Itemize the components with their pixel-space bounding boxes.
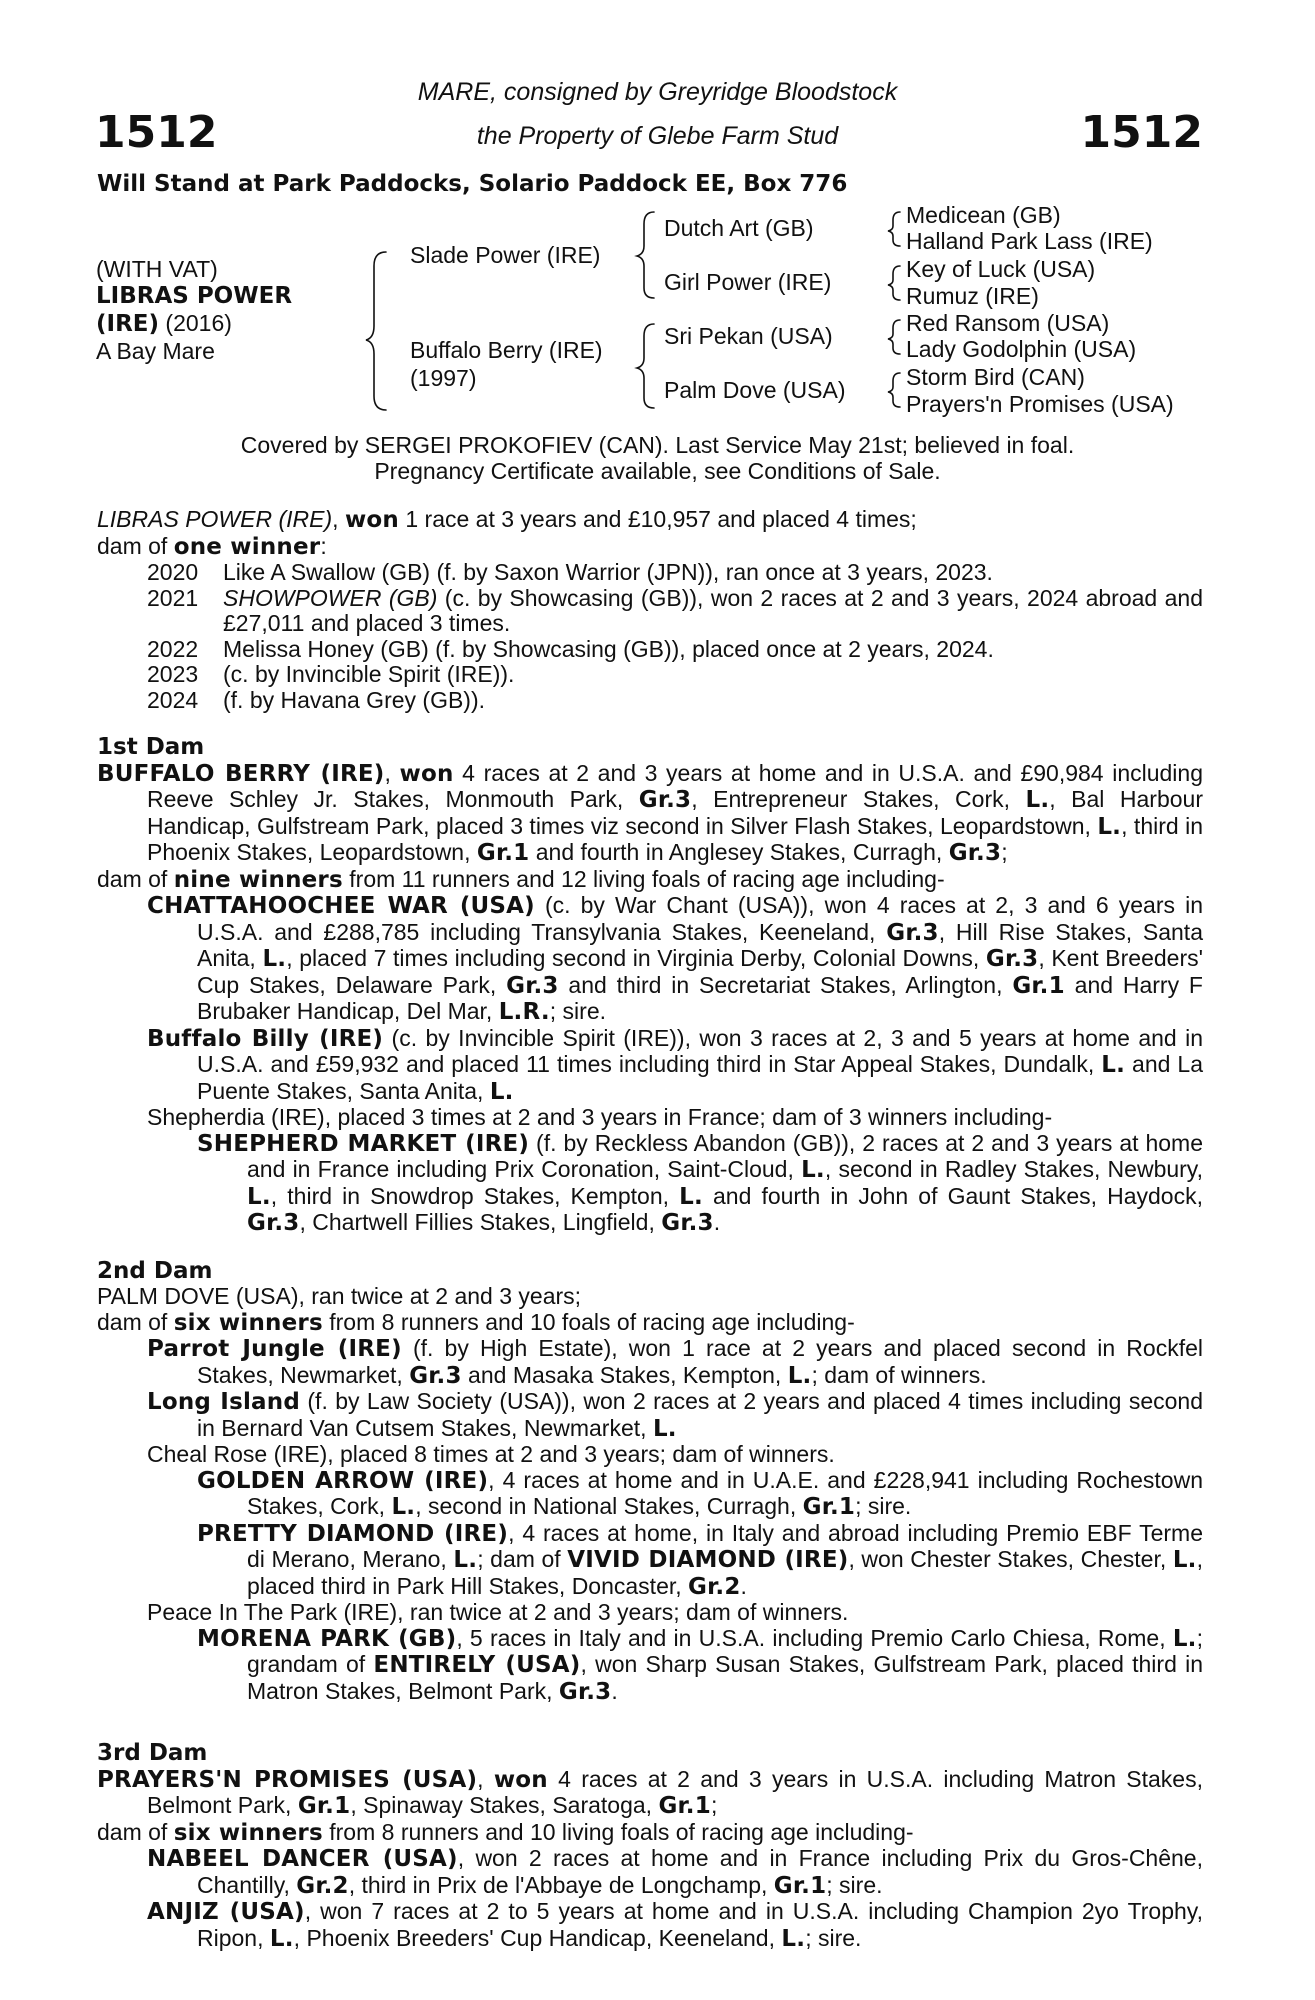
horse-year: (2016) (159, 310, 232, 336)
progeny-row: 2020 Like A Swallow (GB) (f. by Saxon Warrior (JPN)), ran once at 3 years, 2023. (147, 559, 993, 585)
produce-record (97, 507, 1203, 1952)
first-dam-dam-of: dam of nine winners from 11 runners and 12 living foals of racing age including- (97, 865, 945, 893)
pedigree-dam-dam: Palm Dove (USA) (664, 377, 846, 403)
pregnancy-line: Pregnancy Certificate available, see Conditions of Sale. (374, 458, 941, 484)
stand-line: Will Stand at Park Paddocks, Solario Paddock EE, Box 776 (97, 171, 848, 197)
pedigree-g4: Rumuz (IRE) (906, 283, 1039, 309)
pedigree-sire: Slade Power (IRE) (410, 242, 601, 268)
pedigree-g5: Red Ransom (USA) (906, 310, 1110, 336)
horse-country: (IRE) (96, 311, 160, 337)
horse-name: LIBRAS POWER (96, 283, 293, 309)
pedigree-g1: Medicean (GB) (906, 202, 1061, 228)
covered-line: Covered by SERGEI PROKOFIEV (CAN). Last Service May 21st; believed in foal. (240, 432, 1075, 458)
pedigree-g6: Lady Godolphin (USA) (906, 336, 1137, 362)
intro-horse-name: LIBRAS POWER (IRE) (97, 506, 333, 532)
grand-offspring-entry: SHEPHERD MARKET (IRE) (f. by Reckless Abandon (GB)), 2 races at 2 and 3 years at home and in France including Prix Coronation, Saint-Cloud, L., second in Radley Stakes, Newbury, L., third in Snowdrop Stakes, Kempton, L. and fourth in John of Gaunt Stakes, Haydock, Gr.3, Chartwell Fillies Stakes, Lingfield, Gr.3. (197, 1129, 1204, 1236)
pedigree-sire-sire: Dutch Art (GB) (664, 215, 814, 241)
pedigree-g2: Halland Park Lass (IRE) (906, 228, 1153, 254)
offspring-entry: ANJIZ (USA), won 7 races at 2 to 5 years at home and in U.S.A. including Champion 2yo Trophy, Ripon, L., Phoenix Breeders' Cup Handicap, Keeneland, L.; sire. (147, 1898, 1203, 1952)
vat-label: (WITH VAT) (96, 256, 218, 282)
first-dam-heading: 1st Dam (97, 734, 205, 760)
pedigree-dam-year: (1997) (410, 365, 477, 391)
intro-paragraph: LIBRAS POWER (IRE), won 1 race at 3 years and £10,957 and placed 4 times; (97, 506, 917, 533)
offspring-entry: Shepherdia (IRE), placed 3 times at 2 and 3 years in France; dam of 3 winners including- (147, 1104, 1053, 1130)
lot-number-right: 1512 (1080, 107, 1203, 158)
intro-dam-of: dam of one winner: (97, 532, 327, 560)
progeny-row: 2022 Melissa Honey (GB) (f. by Showcasing (GB)), placed once at 2 years, 2024. (147, 635, 994, 662)
offspring-entry: NABEEL DANCER (USA), won 2 races at home and in France including Prix du Gros-Chêne, Chantilly, Gr.2, third in Prix de l'Abbaye de Longchamp, Gr.1; sire. (147, 1845, 1203, 1899)
progeny-row: 2024 (f. by Havana Grey (GB)). (147, 686, 486, 713)
pedigree-g3: Key of Luck (USA) (906, 256, 1096, 282)
pedigree-g7: Storm Bird (CAN) (906, 364, 1085, 390)
offspring-entry: Parrot Jungle (IRE) (f. by High Estate), won 1 race at 2 years and placed second in Rockfel Stakes, Newmarket, Gr.3 and Masaka Stakes, Kempton, L.; dam of winners. (147, 1335, 1203, 1389)
progeny-row: 2021 SHOWPOWER (GB) (c. by Showcasing (GB)), won 2 races at 2 and 3 years, 2024 abroad and £27,011 and placed 3 times. (147, 584, 1203, 636)
second-dam-heading: 2nd Dam (97, 1257, 213, 1284)
offspring-entry: CHATTAHOOCHEE WAR (USA) (c. by War Chant (USA)), won 4 races at 2, 3 and 6 years in U.S.A. and £288,785 including Transylvania Stakes, Keeneland, Gr.3, Hill Rise Stakes, Santa Anita, L., placed 7 times including second in Virginia Derby, Colonial Downs, Gr.3, Kent Breeders' Cup Stakes, Delaware Park, Gr.3 and third in Secretariat Stakes, Arlington, Gr.1 and Harry F Brubaker Handicap, Del Mar, L.R.; sire. (147, 892, 1203, 1025)
third-dam-heading: 3rd Dam (97, 1740, 208, 1766)
offspring-entry: Peace In The Park (IRE), ran twice at 2 and 3 years; dam of winners. (147, 1599, 849, 1625)
offspring-entry: Cheal Rose (IRE), placed 8 times at 2 and 3 years; dam of winners. (147, 1441, 835, 1467)
grand-offspring-entry: MORENA PARK (GB), 5 races in Italy and in U.S.A. including Premio Carlo Chiesa, Rome, L.; grandam of ENTIRELY (USA), won Sharp Susan Stakes, Gulfstream Park, placed third in Matron Stakes, Belmont Park, Gr.3. (197, 1624, 1203, 1705)
second-dam-dam-of: dam of six winners from 8 runners and 10 foals of racing age including- (97, 1308, 855, 1336)
pedigree-g8: Prayers'n Promises (USA) (906, 391, 1174, 417)
progeny-row: 2023 (c. by Invincible Spirit (IRE)). (147, 661, 515, 687)
consigned-line: MARE, consigned by Greyridge Bloodstock (417, 78, 898, 106)
property-line: the Property of Glebe Farm Stud (476, 122, 839, 150)
third-dam-paragraph: PRAYERS'N PROMISES (USA), won 4 races at 2 and 3 years in U.S.A. including Matron Stakes, Belmont Park, Gr.1, Spinaway Stakes, Saratoga, Gr.1; (97, 1765, 1203, 1819)
offspring-entry: Buffalo Billy (IRE) (c. by Invincible Spirit (IRE)), won 3 races at 2, 3 and 5 years at home and in U.S.A. and £59,932 and placed 11 times including third in Star Appeal Stakes, Dundalk, L. and La Puente Stakes, Santa Anita, L. (147, 1024, 1203, 1105)
horse-description: A Bay Mare (96, 338, 215, 364)
grand-offspring-entry: PRETTY DIAMOND (IRE), 4 races at home, in Italy and abroad including Premio EBF Terme di Merano, Merano, L.; dam of VIVID DIAMOND (IRE), won Chester Stakes, Chester, L., placed third in Park Hill Stakes, Doncaster, Gr.2. (197, 1519, 1204, 1600)
pedigree-dam-name: Buffalo Berry (IRE) (410, 337, 603, 363)
second-dam-intro: PALM DOVE (USA), ran twice at 2 and 3 years; (97, 1283, 582, 1309)
third-dam-dam-of: dam of six winners from 8 runners and 10 living foals of racing age including- (97, 1818, 914, 1846)
pedigree-sire-dam: Girl Power (IRE) (664, 269, 832, 295)
lot-number-left: 1512 (95, 107, 218, 158)
pedigree-dam-sire: Sri Pekan (USA) (664, 323, 833, 349)
grand-offspring-entry: GOLDEN ARROW (IRE), 4 races at home and in U.A.E. and £228,941 including Rochestown Stakes, Cork, L., second in National Stakes, Curragh, Gr.1; sire. (197, 1466, 1203, 1520)
first-dam-paragraph: BUFFALO BERRY (IRE), won 4 races at 2 and 3 years at home and in U.S.A. and £90,984 including Reeve Schley Jr. Stakes, Monmouth Park, Gr.3, Entrepreneur Stakes, Cork, L., Bal Harbour Handicap, Gulfstream Park, placed 3 times viz second in Silver Flash Stakes, Leopardstown, L., third in Phoenix Stakes, Leopardstown, Gr.1 and fourth in Anglesey Stakes, Curragh, Gr.3; (97, 759, 1203, 866)
offspring-entry: Long Island (f. by Law Society (USA)), won 2 races at 2 years and placed 4 times including second in Bernard Van Cutsem Stakes, Newmarket, L. (147, 1388, 1203, 1442)
